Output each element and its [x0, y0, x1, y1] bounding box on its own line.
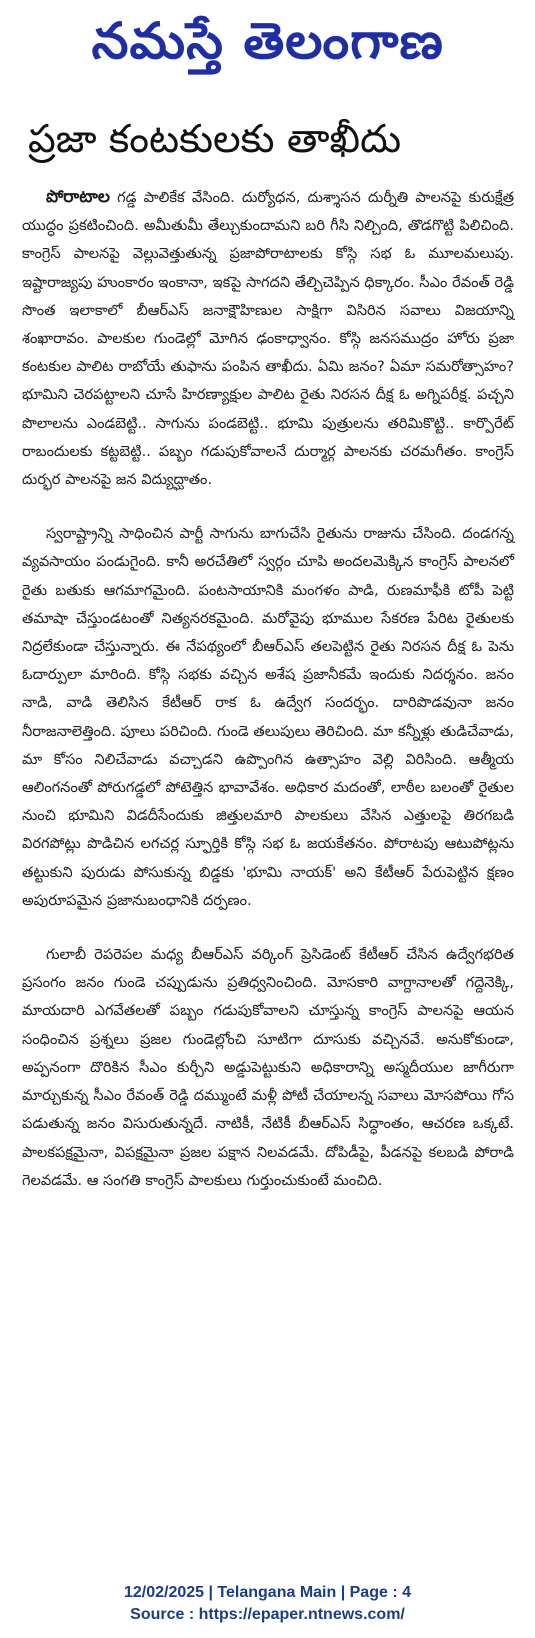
- article-paragraph-1-text: గడ్డ పాలికేక వేసింది. దుర్యోధన, దుశ్శాసన దుర్నీతి పాలనపై కురుక్షేత్ర యుద్ధం ప్రకటించింది. అమీతుమీ తేల్చుకుందామని బరి గీసి నిల్చింది, తొడగొట్టి పిలిచింది. కాంగ్రెస్ పాలనపై వెల్లువెత్తుతున్న ప్రజాపోరాటాలకు కోస్గి సభ ఓ మూలమలుపు. ఇష్టారాజ్యపు హుంకారం ఇంకానా, ఇకపై సాగదని తేల్చిచెప్పిన ధిక్కారం. సీఎం రేవంత్ రెడ్డి సొంత ఇలాకాలో బీఆర్‌ఎస్ జనాక్షౌహిణుల సాక్షిగా విసిరిన సవాలు విజయాన్ని శంఖారావం. పాలకుల గుండెల్లో మోగిన ఢంకాధ్వానం. కోస్గి జనసముద్రం హోరు ప్రజా కంటకుల పాలిట రాబోయే తుఫాను పంపిన తాఖీదు. ఏమి జనం? ఏమా సమరోత్సాహం? భూమిని చెరపట్టాలని చూసే హిరణ్యాక్షుల పాలిట రైతు నిరసన దీక్ష ఓ అగ్నిపరీక్ష. పచ్చని పొలాలను ఎండబెట్టి.. సాగును పండబెట్టి.. భూమి పుత్రులను తరిమికొట్టి.. కార్పొరేట్ రాబందులకు కట్టబెట్టి.. పబ్బం గడుపుకోవాలనే దుర్మార్గ పాలనకు చరమగీతం. కాంగ్రెస్ దుర్భర పాలనపై జన విద్యుద్ఘాతం.: [22, 189, 514, 489]
- article-headline: ప్రజా కంటకులకు తాఖీదు: [28, 117, 402, 162]
- newspaper-logo-title: నమస్తే తెలంగాణ: [91, 12, 444, 70]
- footer-source-link[interactable]: Source : https://epaper.ntnews.com/: [130, 1606, 405, 1623]
- footer-date-edition: 12/02/2025 | Telangana Main | Page : 4: [123, 1584, 411, 1601]
- masthead: [0, 8, 535, 74]
- article-paragraph-3: గులాబీ రెపరెపల మధ్య బీఆర్‌ఎస్ వర్కింగ్ ప్రెసిడెంట్ కేటీఆర్ చేసిన ఉద్వేగభరిత ప్రసంగం జనం గుండె చప్పుడును ప్రతిధ్వనించింది. మోసకారి వాగ్దానాలతో గద్దెనెక్కి, మాయదారి ఎగవేతలతో పబ్బం గడుపుకోవాలని చూస్తున్న కాంగ్రెస్ పాలనపై ఆయన సంధించిన ప్రశ్నలు ప్రజల గుండెల్లోంచి సూటిగా దూసుకు వచ్చినవే. అనుకోకుండా, అప్పనంగా దొరికిన సీఎం కుర్చీని అడ్డుపెట్టుకుని అధికారాన్ని అస్మదీయుల జాగీరుగా మార్చుకున్న సీఎం రేవంత్ రెడ్డి దమ్ముంటే మళ్లీ పోటీ చేయాలన్న సవాలు మోసపోయి గోస పడుతున్న జనం విసురుతున్నదే. నాటికీ, నేటికీ బీఆర్‌ఎస్ సిద్ధాంతం, ఆచరణ ఒక్కటే. పాలకపక్షమైనా, విపక్షమైనా ప్రజల పక్షాన నిలవడమే. దోపిడీపై, పీడనపై కలబడి పోరాడి గెలవడమే. ఆ సంగతి కాంగ్రెస్ పాలకులు గుర్తుంచుకుంటే మంచిది.: [22, 946, 514, 1189]
- page-footer: [0, 1582, 535, 1626]
- article-paragraph-1: [22, 183, 514, 494]
- article-body: [22, 183, 514, 1221]
- article-paragraph-2: స్వరాష్ట్రాన్ని సాధించిన పార్టీ సాగును బాగుచేసి రైతును రాజును చేసింది. దండగన్న వ్యవసాయం పండుగైంది. కానీ అరచేతిలో స్వర్గం చూపి అందలమెక్కిన కాంగ్రెస్ పాలనలో రైతు బతుకు ఆగమాగమైంది. పంటసాయానికి మంగళం పాడి, రుణమాఫీకి టోపీ పెట్టి తమాషా చేస్తుండటంతో నిత్యనరకమైంది. మరోవైపు భూముల సేకరణ పేరిట రైతులకు నిద్రలేకుండా చేస్తున్నారు. ఈ నేపథ్యంలో బీఆర్‌ఎస్ తలపెట్టిన రైతు నిరసన దీక్ష ఓ పెను ఓదార్పులా మారింది. కోస్గి సభకు వచ్చిన అశేష ప్రజానీకమే ఇందుకు నిదర్శనం. జనం నాడి, వాడి తెలిసిన కేటీఆర్ రాక ఓ ఉద్వేగ సందర్భం. దారిపొడవునా జనం నీరాజనాలెత్తింది. పూలు పరిచింది. గుండె తలుపులు తెరిచింది. మా కన్నీళ్లు తుడిచేవాడు, మా కోసం నిలిచేవాడు వచ్చాడని ఉప్పొంగిన ఉత్సాహం వెల్లి విరిసింది. ఆత్మీయ ఆలింగనంతో పోరుగడ్డలో పోటెత్తిన భావావేశం. అధికార మదంతో, లాఠీల బలంతో రైతుల నుంచి భూమిని విడదీసేందుకు జిత్తులమారి పాలకులు వేసిన ఎత్తులపై తిరగబడి విరగపోట్లు పొడిచిన లగచర్ల స్ఫూర్తికి కోస్గి సభ ఓ జయకేతనం. పోరాటపు ఆటుపోట్లను తట్టుకుని పురుడు పోసుకున్న బిడ్డకు 'భూమి నాయక్' అని కేటీఆర్ పేరుపెట్టిన క్షణం అపురూపమైన ప్రజానుబంధానికి దర్పణం.: [22, 525, 514, 909]
- article-kicker: పోరాటాల: [46, 187, 110, 207]
